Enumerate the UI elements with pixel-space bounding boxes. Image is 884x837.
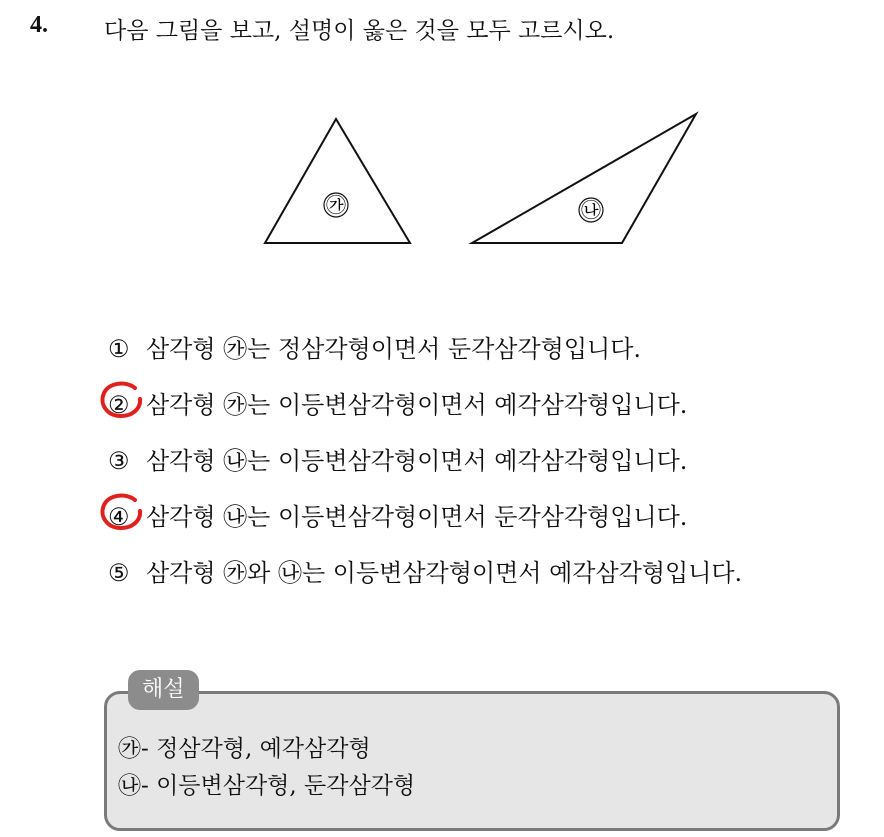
triangle-b-label: ㉯ bbox=[581, 198, 601, 222]
explanation-tag: 해설 bbox=[128, 670, 199, 710]
option-4-number: ④ bbox=[108, 503, 130, 531]
option-4-text: 삼각형 ㉯는 이등변삼각형이면서 둔각삼각형입니다. bbox=[146, 503, 688, 531]
option-2-text: 삼각형 ㉮는 이등변삼각형이면서 예각삼각형입니다. bbox=[146, 391, 688, 419]
answer-mark-4 bbox=[99, 492, 147, 532]
answer-mark-2 bbox=[99, 380, 147, 420]
option-3-text: 삼각형 ㉯는 이등변삼각형이면서 예각삼각형입니다. bbox=[146, 447, 688, 475]
option-1-text: 삼각형 ㉮는 정삼각형이면서 둔각삼각형입니다. bbox=[146, 335, 642, 363]
triangle-a bbox=[265, 119, 410, 243]
option-2[interactable] bbox=[108, 385, 687, 420]
option-3-number: ③ bbox=[108, 447, 130, 475]
option-5[interactable] bbox=[108, 553, 742, 588]
option-3[interactable] bbox=[108, 441, 687, 476]
option-1[interactable] bbox=[108, 329, 641, 364]
triangle-a-label: ㉮ bbox=[326, 193, 346, 217]
question-number: 4. bbox=[30, 12, 48, 38]
option-2-number: ② bbox=[108, 391, 130, 419]
option-5-text: 삼각형 ㉮와 ㉯는 이등변삼각형이면서 예각삼각형입니다. bbox=[146, 559, 743, 587]
triangle-figure bbox=[0, 0, 884, 300]
explanation-line-2: ㉯- 이등변삼각형, 둔각삼각형 bbox=[118, 773, 416, 799]
option-1-number: ① bbox=[108, 335, 130, 363]
triangle-b bbox=[472, 114, 696, 243]
option-5-number: ⑤ bbox=[108, 559, 130, 587]
question-text: 다음 그림을 보고, 설명이 옳은 것을 모두 고르시오. bbox=[104, 18, 615, 44]
explanation-line-1: ㉮- 정삼각형, 예각삼각형 bbox=[118, 736, 371, 762]
option-4[interactable] bbox=[108, 497, 687, 532]
